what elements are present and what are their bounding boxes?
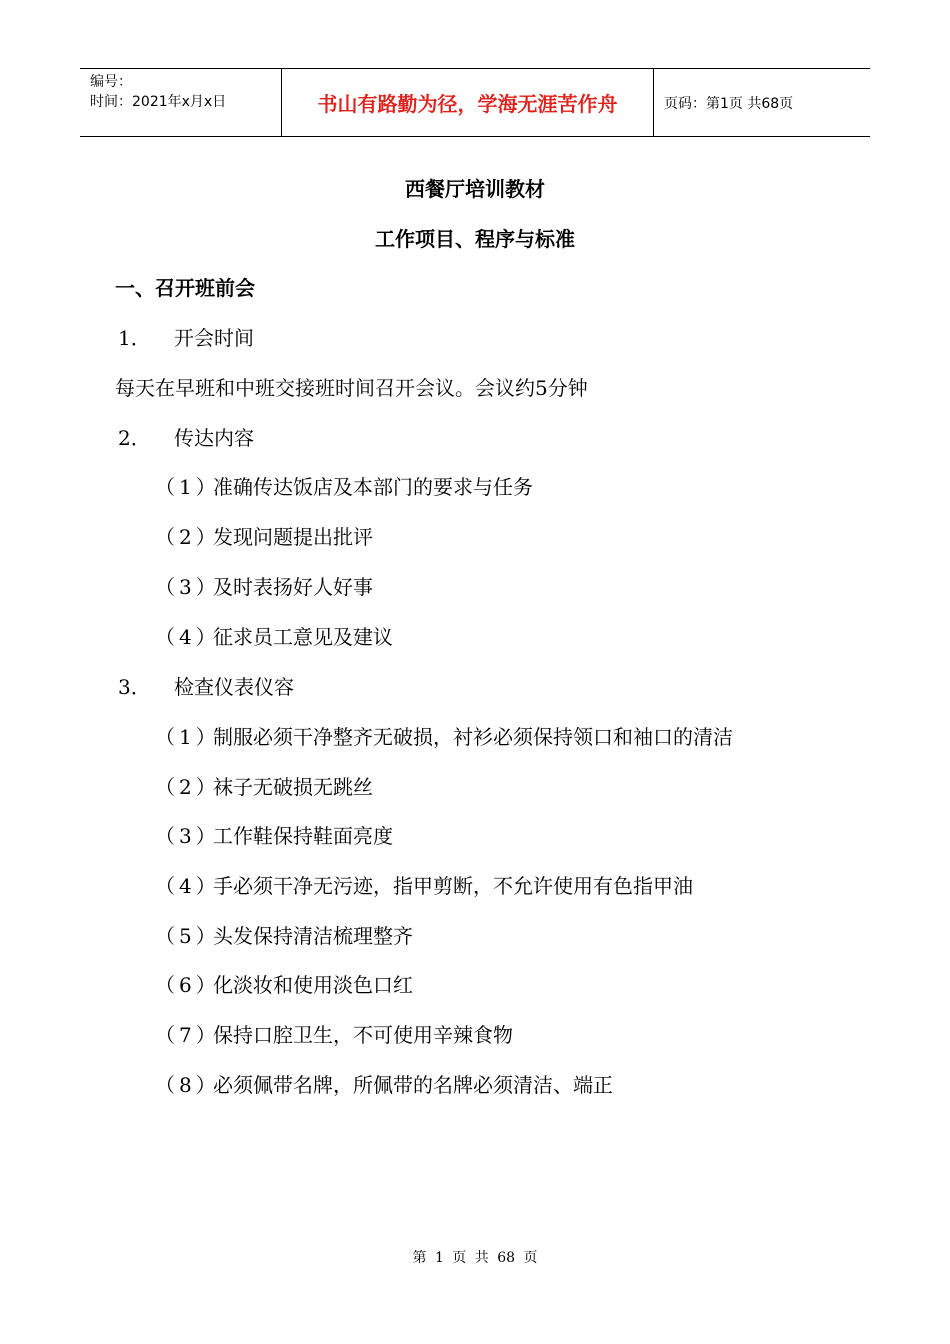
list-item	[155, 771, 373, 800]
list-item	[155, 820, 393, 849]
list-item-text: 发现问题提出批评	[213, 525, 373, 549]
list-item-label: （4）	[155, 874, 220, 898]
list-item-label: （7）	[155, 1023, 220, 1047]
item-number: 3．	[118, 675, 151, 699]
list-item-text: 必须佩带名牌，所佩带的名牌必须清洁、端正	[213, 1073, 613, 1097]
list-item-label: （2）	[155, 525, 220, 549]
item-title: 开会时间	[174, 326, 254, 350]
item-number: 2．	[118, 426, 151, 450]
list-item-text: 化淡妆和使用淡色口红	[213, 973, 413, 997]
list-item	[155, 1069, 613, 1098]
list-item	[155, 920, 413, 949]
header-meta	[80, 69, 282, 136]
item-title: 传达内容	[174, 426, 254, 450]
list-item-label: （2）	[155, 775, 220, 799]
header-motto: 书山有路勤为径，学海无涯苦作舟	[317, 92, 618, 116]
list-item-text: 工作鞋保持鞋面亮度	[213, 824, 393, 848]
list-item-label: （5）	[155, 924, 220, 948]
list-item-label: （6）	[155, 973, 220, 997]
list-item-text: 及时表扬好人好事	[213, 575, 373, 599]
section-heading: 一、召开班前会	[115, 276, 255, 300]
page-footer: 第 1 页 共 68 页	[412, 1250, 538, 1266]
list-item-label: （4）	[155, 625, 220, 649]
list-item-text: 袜子无破损无跳丝	[213, 775, 373, 799]
list-item-text: 征求员工意见及建议	[213, 625, 393, 649]
list-item	[155, 969, 413, 998]
list-item-text: 保持口腔卫生，不可使用辛辣食物	[213, 1023, 513, 1047]
list-item-text: 准确传达饭店及本部门的要求与任务	[213, 475, 533, 499]
list-item-text: 头发保持清洁梳理整齐	[213, 924, 413, 948]
item-title: 检查仪表仪容	[174, 675, 294, 699]
list-item-label: （1）	[155, 725, 220, 749]
document-subtitle: 工作项目、程序与标准	[375, 227, 575, 251]
document-title: 西餐厅培训教材	[405, 177, 545, 201]
list-item-text: 手必须干净无污迹，指甲剪断，不允许使用有色指甲油	[213, 874, 693, 898]
document-date: 时间：2021年x月x日	[90, 94, 227, 110]
item-heading	[118, 671, 294, 700]
list-item	[155, 721, 733, 750]
item-heading	[118, 322, 254, 351]
list-item-label: （3）	[155, 824, 220, 848]
list-item-label: （1）	[155, 475, 220, 499]
header-page-info	[654, 69, 870, 136]
item-heading	[118, 422, 254, 451]
document-number-label: 编号：	[90, 74, 132, 90]
list-item	[155, 471, 533, 500]
list-item-text: 制服必须干净整齐无破损，衬衫必须保持领口和袖口的清洁	[213, 725, 733, 749]
header-motto-cell	[282, 69, 654, 136]
list-item	[155, 621, 393, 650]
header-page-count: 页码：第1页 共68页	[664, 95, 794, 112]
list-item	[155, 521, 373, 550]
list-item	[155, 571, 373, 600]
list-item	[155, 1019, 513, 1048]
item-number: 1．	[118, 326, 151, 350]
paragraph: 每天在早班和中班交接班时间召开会议。会议约5分钟	[115, 376, 588, 400]
page-header	[80, 68, 870, 137]
list-item-label: （3）	[155, 575, 220, 599]
list-item	[155, 870, 693, 899]
list-item-label: （8）	[155, 1073, 220, 1097]
